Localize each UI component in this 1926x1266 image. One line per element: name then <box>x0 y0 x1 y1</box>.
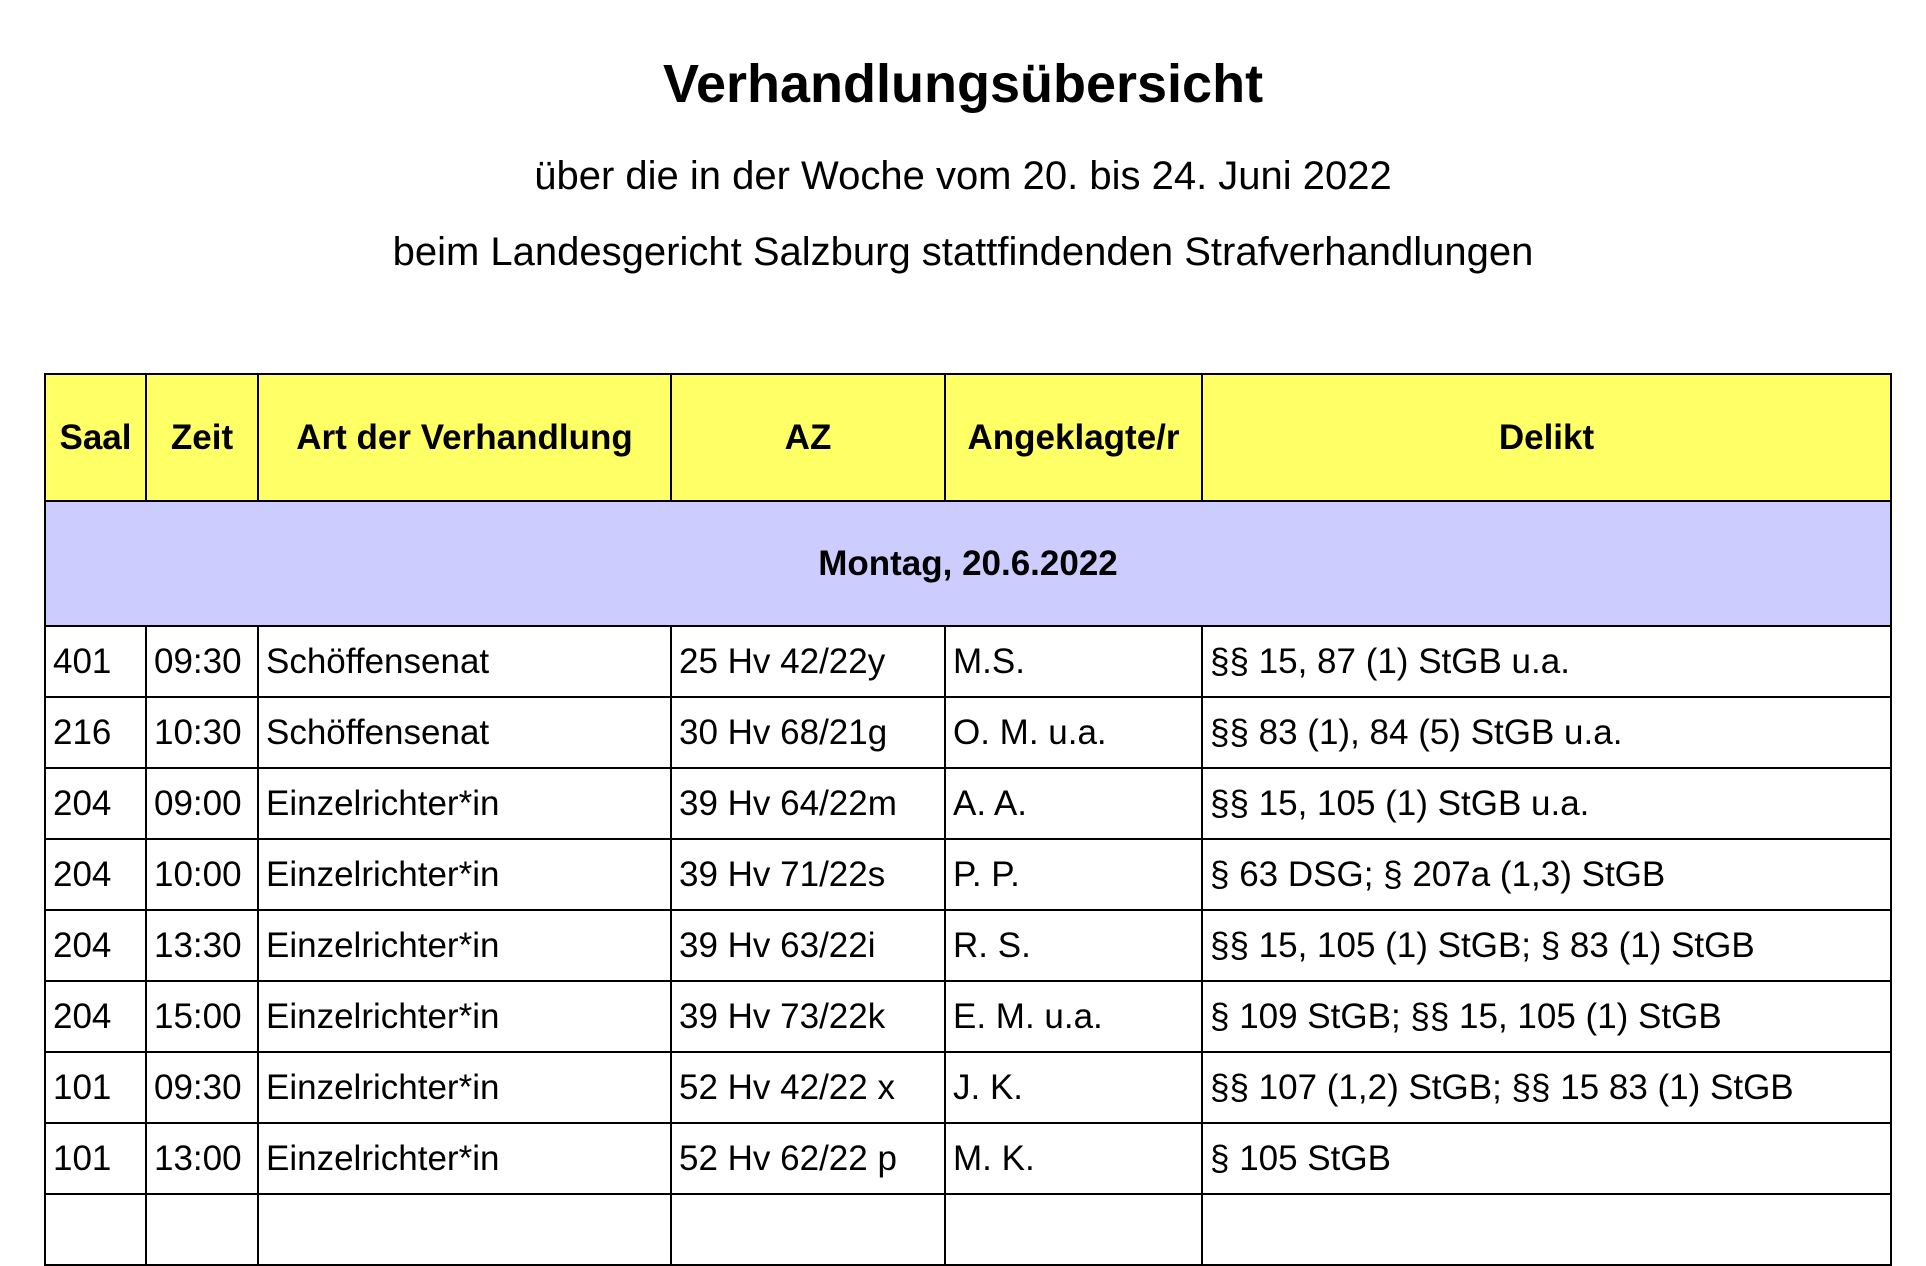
cell-saal: 216 <box>45 697 146 768</box>
cell-saal: 401 <box>45 626 146 697</box>
column-header-angeklagte: Angeklagte/r <box>945 374 1202 501</box>
cell-art <box>258 1194 671 1265</box>
cell-delikt: § 109 StGB; §§ 15, 105 (1) StGB <box>1202 981 1891 1052</box>
day-label: Montag, 20.6.2022 <box>45 501 1891 626</box>
hearing-schedule-table <box>44 373 1892 1266</box>
cell-zeit: 09:00 <box>146 768 258 839</box>
column-header-art: Art der Verhandlung <box>258 374 671 501</box>
subtitle-week: über die in der Woche vom 20. bis 24. Juni 2022 <box>534 154 1392 198</box>
cell-art: Einzelrichter*in <box>258 768 671 839</box>
cell-art: Einzelrichter*in <box>258 981 671 1052</box>
table-row <box>45 626 1891 697</box>
table-row <box>45 768 1891 839</box>
cell-zeit: 13:00 <box>146 1123 258 1194</box>
cell-delikt: §§ 83 (1), 84 (5) StGB u.a. <box>1202 697 1891 768</box>
cell-delikt: §§ 15, 105 (1) StGB u.a. <box>1202 768 1891 839</box>
cell-angeklagte: E. M. u.a. <box>945 981 1202 1052</box>
cell-az: 39 Hv 64/22m <box>671 768 945 839</box>
cell-art: Einzelrichter*in <box>258 839 671 910</box>
column-header-az: AZ <box>671 374 945 501</box>
cell-angeklagte: M.S. <box>945 626 1202 697</box>
cell-delikt <box>1202 1194 1891 1265</box>
subtitle-court: beim Landesgericht Salzburg stattfindenden Strafverhandlungen <box>392 230 1534 274</box>
cell-angeklagte <box>945 1194 1202 1265</box>
cell-art: Einzelrichter*in <box>258 1052 671 1123</box>
cell-az: 39 Hv 71/22s <box>671 839 945 910</box>
cell-angeklagte: J. K. <box>945 1052 1202 1123</box>
cell-zeit: 15:00 <box>146 981 258 1052</box>
cell-delikt: § 105 StGB <box>1202 1123 1891 1194</box>
cell-saal: 204 <box>45 981 146 1052</box>
cell-angeklagte: P. P. <box>945 839 1202 910</box>
cell-az <box>671 1194 945 1265</box>
cell-angeklagte: O. M. u.a. <box>945 697 1202 768</box>
table-row <box>45 1052 1891 1123</box>
table-row <box>45 839 1891 910</box>
cell-saal <box>45 1194 146 1265</box>
table-row <box>45 697 1891 768</box>
table-row <box>45 910 1891 981</box>
cell-art: Einzelrichter*in <box>258 910 671 981</box>
cell-saal: 101 <box>45 1052 146 1123</box>
cell-angeklagte: R. S. <box>945 910 1202 981</box>
cell-saal: 204 <box>45 768 146 839</box>
page-title: Verhandlungsübersicht <box>662 54 1264 114</box>
cell-saal: 204 <box>45 839 146 910</box>
cell-angeklagte: M. K. <box>945 1123 1202 1194</box>
column-header-delikt: Delikt <box>1202 374 1891 501</box>
cell-delikt: §§ 15, 105 (1) StGB; § 83 (1) StGB <box>1202 910 1891 981</box>
table-header-row <box>45 374 1891 501</box>
cell-az: 52 Hv 42/22 x <box>671 1052 945 1123</box>
cell-zeit: 09:30 <box>146 1052 258 1123</box>
cell-delikt: §§ 15, 87 (1) StGB u.a. <box>1202 626 1891 697</box>
cell-az: 52 Hv 62/22 p <box>671 1123 945 1194</box>
cell-az: 30 Hv 68/21g <box>671 697 945 768</box>
cell-delikt: § 63 DSG; § 207a (1,3) StGB <box>1202 839 1891 910</box>
cell-art: Schöffensenat <box>258 626 671 697</box>
table-row <box>45 1194 1891 1265</box>
cell-angeklagte: A. A. <box>945 768 1202 839</box>
cell-az: 39 Hv 73/22k <box>671 981 945 1052</box>
cell-zeit: 09:30 <box>146 626 258 697</box>
cell-delikt: §§ 107 (1,2) StGB; §§ 15 83 (1) StGB <box>1202 1052 1891 1123</box>
cell-saal: 204 <box>45 910 146 981</box>
cell-az: 39 Hv 63/22i <box>671 910 945 981</box>
cell-az: 25 Hv 42/22y <box>671 626 945 697</box>
cell-zeit: 10:00 <box>146 839 258 910</box>
table-row <box>45 1123 1891 1194</box>
cell-zeit: 13:30 <box>146 910 258 981</box>
cell-art: Einzelrichter*in <box>258 1123 671 1194</box>
day-header-row <box>45 501 1891 626</box>
column-header-zeit: Zeit <box>146 374 258 501</box>
cell-zeit: 10:30 <box>146 697 258 768</box>
column-header-saal: Saal <box>45 374 146 501</box>
table-row <box>45 981 1891 1052</box>
cell-zeit <box>146 1194 258 1265</box>
cell-art: Schöffensenat <box>258 697 671 768</box>
cell-saal: 101 <box>45 1123 146 1194</box>
